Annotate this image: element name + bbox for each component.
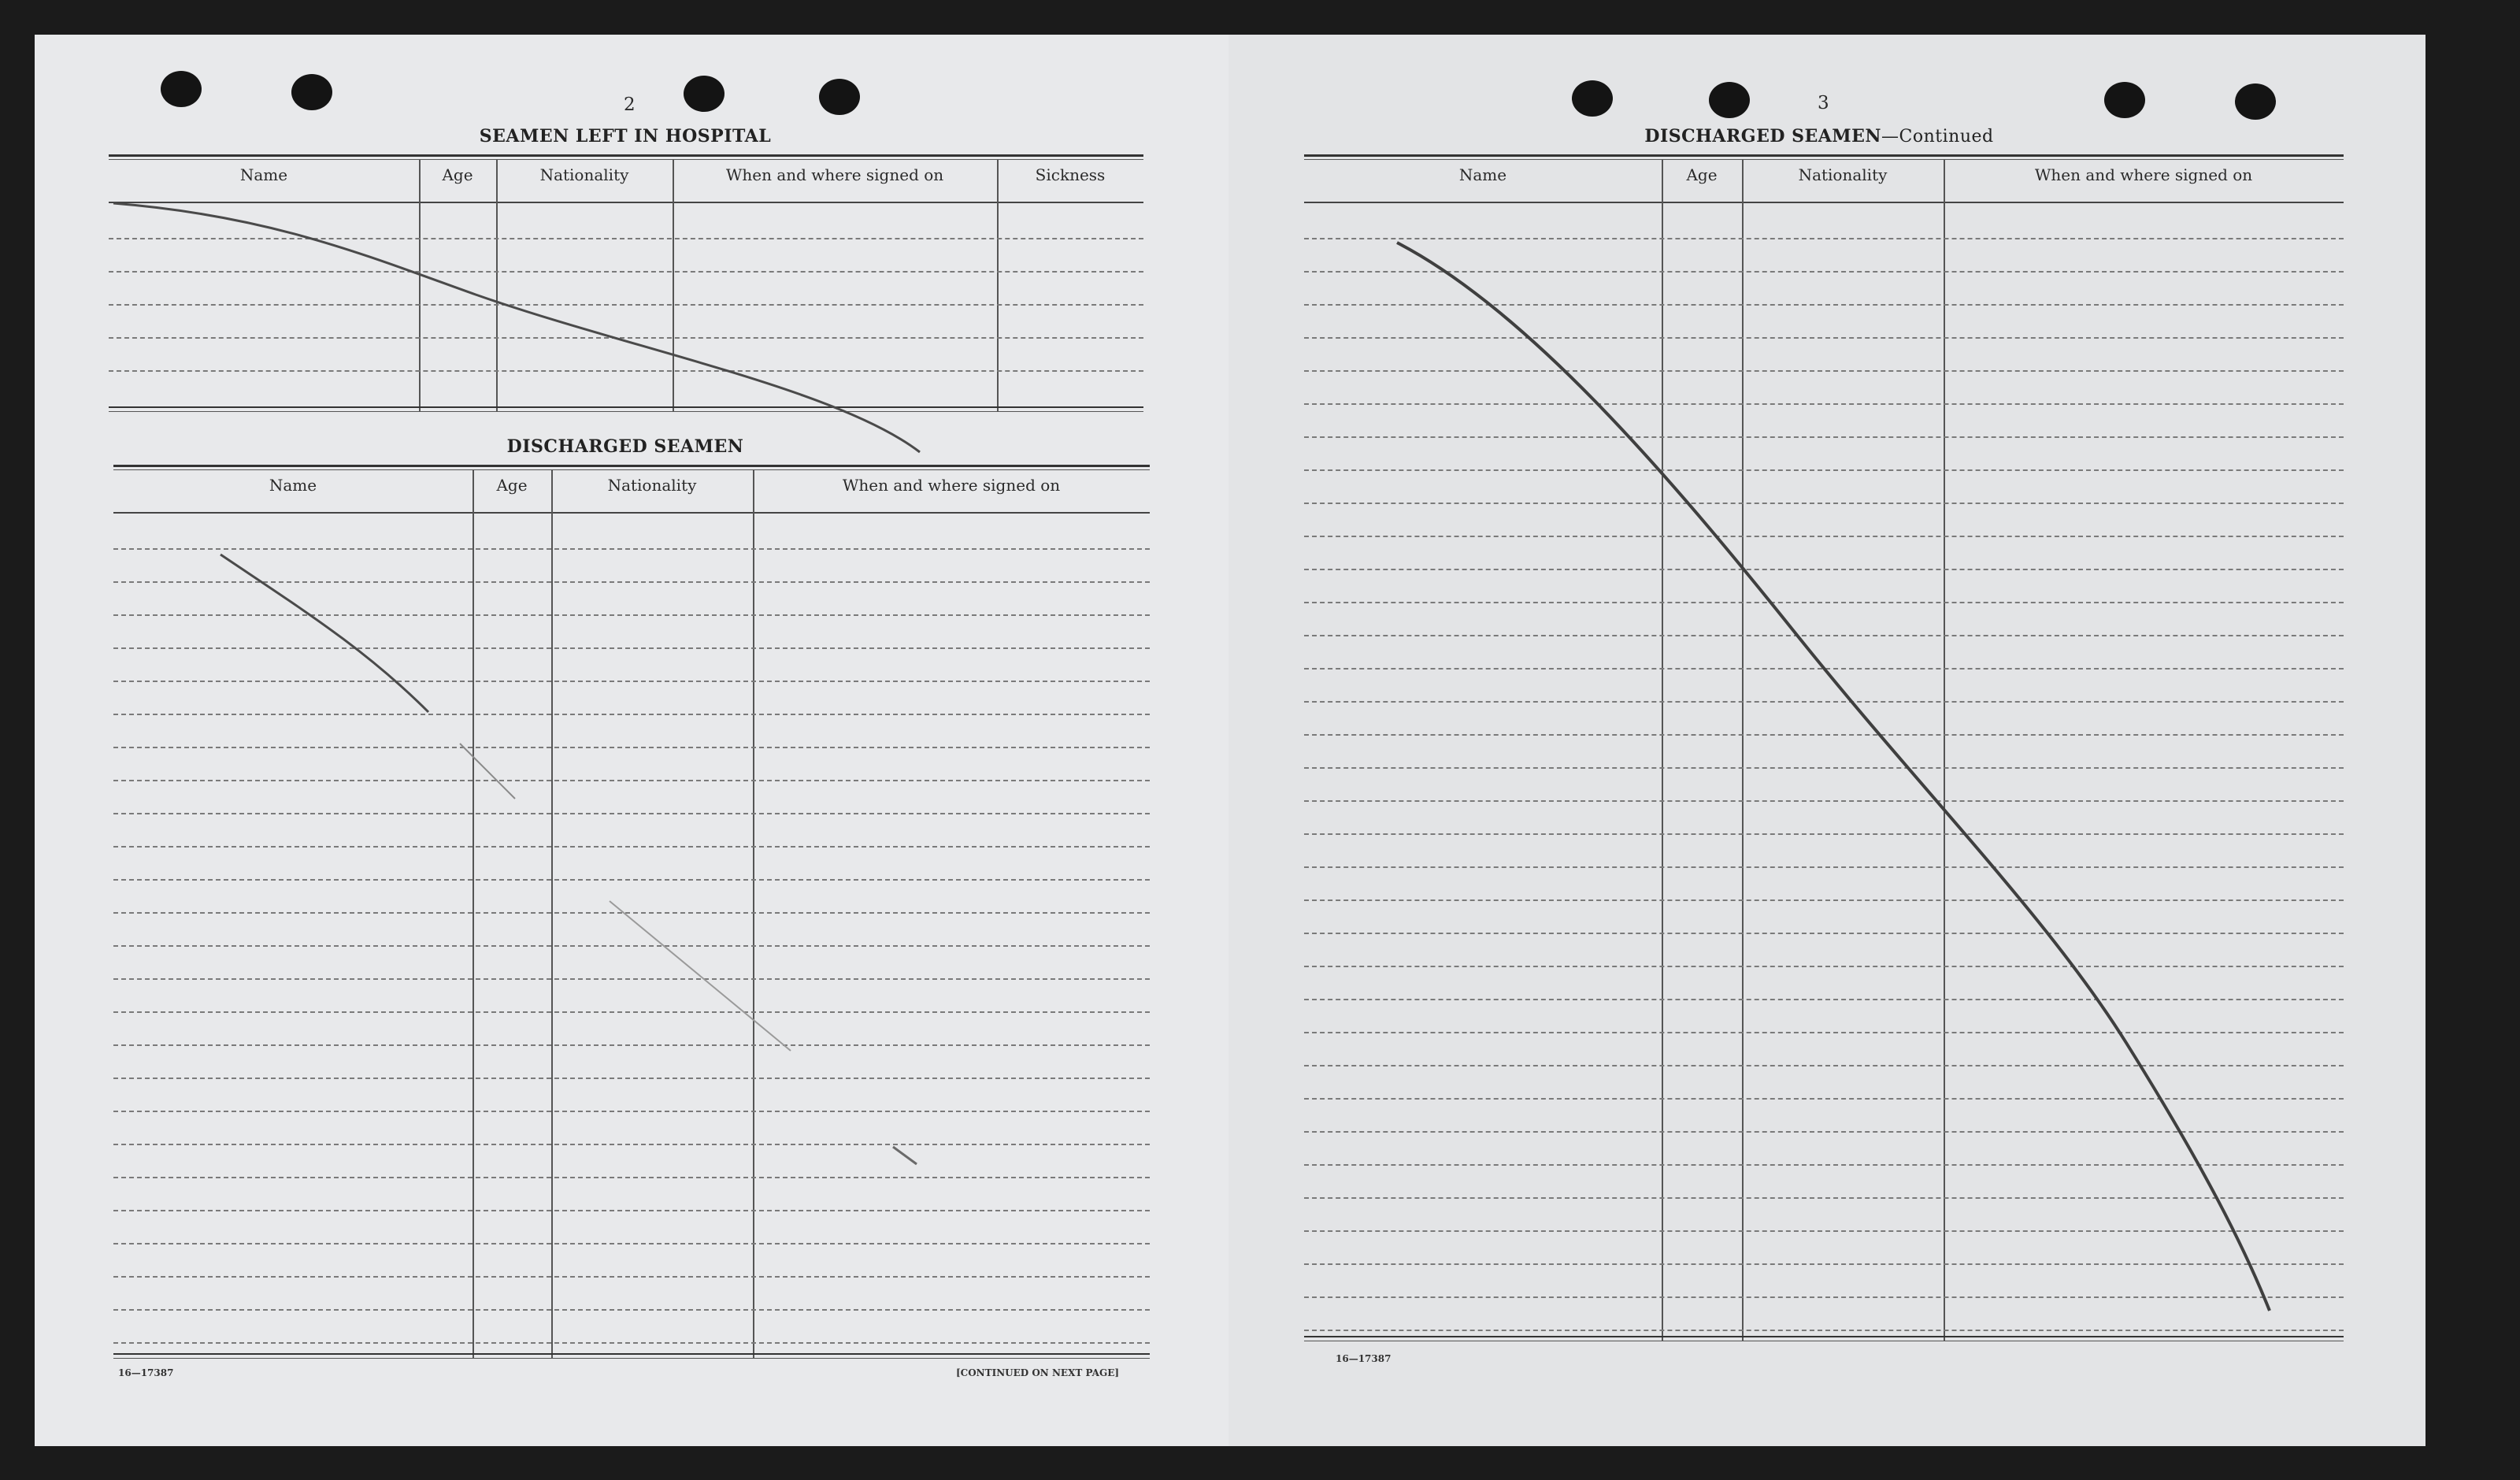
ruled-row: [1304, 1296, 2344, 1298]
page-number: 3: [1818, 93, 1829, 113]
ruled-row: [1304, 503, 2344, 504]
ruled-row: [1304, 1164, 2344, 1166]
ruled-row: [1304, 999, 2344, 1000]
col-header-age: Age: [1686, 165, 1718, 184]
col-header-nationality: Nationality: [539, 165, 629, 184]
ruled-row: [1304, 767, 2344, 769]
ruled-row: [1304, 1330, 2344, 1331]
ruled-row: [113, 1276, 1150, 1278]
ruled-row: [1304, 436, 2344, 438]
punch-hole: [819, 79, 860, 115]
left-page: [35, 35, 1228, 1446]
discharged-table-title: DISCHARGED SEAMEN: [506, 436, 744, 457]
col-header-name: Name: [269, 476, 317, 495]
ruled-row: [1304, 469, 2344, 471]
ruled-row: [1304, 701, 2344, 703]
ruled-row: [1304, 933, 2344, 934]
ruled-row: [1304, 304, 2344, 306]
ruled-row: [1304, 668, 2344, 670]
ruled-row: [113, 614, 1150, 616]
ruled-row: [1304, 1131, 2344, 1133]
col-header-nationality: Nationality: [607, 476, 697, 495]
col-header-nationality: Nationality: [1798, 165, 1888, 184]
col-header-signed-on: When and where signed on: [2034, 165, 2253, 184]
ruled-row: [1304, 1065, 2344, 1066]
ruled-row: [1304, 569, 2344, 570]
ruled-row: [113, 1078, 1150, 1079]
ruled-row: [113, 548, 1150, 550]
ruled-row: [113, 581, 1150, 583]
ruled-row: [113, 1210, 1150, 1211]
ruled-row: [1304, 337, 2344, 339]
ruled-row: [1304, 403, 2344, 405]
ruled-row: [113, 647, 1150, 649]
ruled-row: [113, 1177, 1150, 1178]
ruled-row: [113, 945, 1150, 947]
ruled-row: [113, 1044, 1150, 1046]
ruled-row: [1304, 800, 2344, 802]
page-number: 2: [624, 95, 636, 115]
punch-hole: [684, 76, 724, 112]
ruled-row: [1304, 966, 2344, 967]
ruled-row: [113, 780, 1150, 781]
ruled-row: [113, 879, 1150, 881]
ruled-row: [1304, 271, 2344, 273]
ruled-row: [113, 813, 1150, 814]
ruled-row: [1304, 238, 2344, 239]
ruled-row: [113, 714, 1150, 715]
hospital-table-title: SEAMEN LEFT IN HOSPITAL: [479, 126, 772, 147]
ruled-row: [1304, 1230, 2344, 1232]
ruled-row: [1304, 833, 2344, 835]
form-number: 16—17387: [1336, 1353, 1392, 1364]
discharged-continued-table: [1304, 154, 2344, 1383]
ruled-row: [1304, 866, 2344, 868]
ruled-row: [1304, 370, 2344, 372]
ruled-row: [1304, 734, 2344, 736]
ruled-row: [1304, 536, 2344, 537]
ruled-row: [113, 1111, 1150, 1112]
punch-hole: [1572, 80, 1613, 117]
col-header-age: Age: [496, 476, 528, 495]
ruled-row: [1304, 899, 2344, 901]
ruled-row: [113, 1243, 1150, 1244]
col-header-signed-on: When and where signed on: [842, 476, 1061, 495]
ruled-row: [1304, 635, 2344, 636]
ruled-row: [1304, 1197, 2344, 1199]
punch-hole: [1709, 82, 1750, 118]
punch-hole: [161, 71, 202, 107]
hospital-table: [109, 154, 1143, 452]
continued-note: [CONTINUED ON NEXT PAGE]: [956, 1367, 1120, 1378]
right-page: [1228, 35, 2426, 1446]
ruled-row: [113, 747, 1150, 748]
ruled-row: [113, 846, 1150, 848]
ruled-row: [113, 1011, 1150, 1013]
col-header-sickness: Sickness: [1035, 165, 1106, 184]
col-header-name: Name: [1458, 165, 1507, 184]
col-header-signed-on: When and where signed on: [725, 165, 944, 184]
discharged-continued-title: DISCHARGED SEAMEN—Continued: [1644, 126, 1994, 147]
col-header-age: Age: [442, 165, 473, 184]
ruled-row: [113, 681, 1150, 682]
ruled-row: [113, 1144, 1150, 1145]
punch-hole: [2104, 82, 2145, 118]
ruled-row: [1304, 1263, 2344, 1265]
punch-hole: [291, 74, 332, 110]
discharged-table: [113, 465, 1150, 1363]
ruled-row: [1304, 602, 2344, 603]
punch-hole: [2235, 83, 2276, 120]
ruled-row: [1304, 1098, 2344, 1100]
ruled-row: [113, 1342, 1150, 1344]
ruled-row: [113, 1309, 1150, 1311]
ruled-row: [1304, 1032, 2344, 1033]
ruled-row: [113, 978, 1150, 980]
col-header-name: Name: [239, 165, 288, 184]
form-number: 16—17387: [118, 1367, 174, 1378]
ruled-row: [113, 912, 1150, 914]
